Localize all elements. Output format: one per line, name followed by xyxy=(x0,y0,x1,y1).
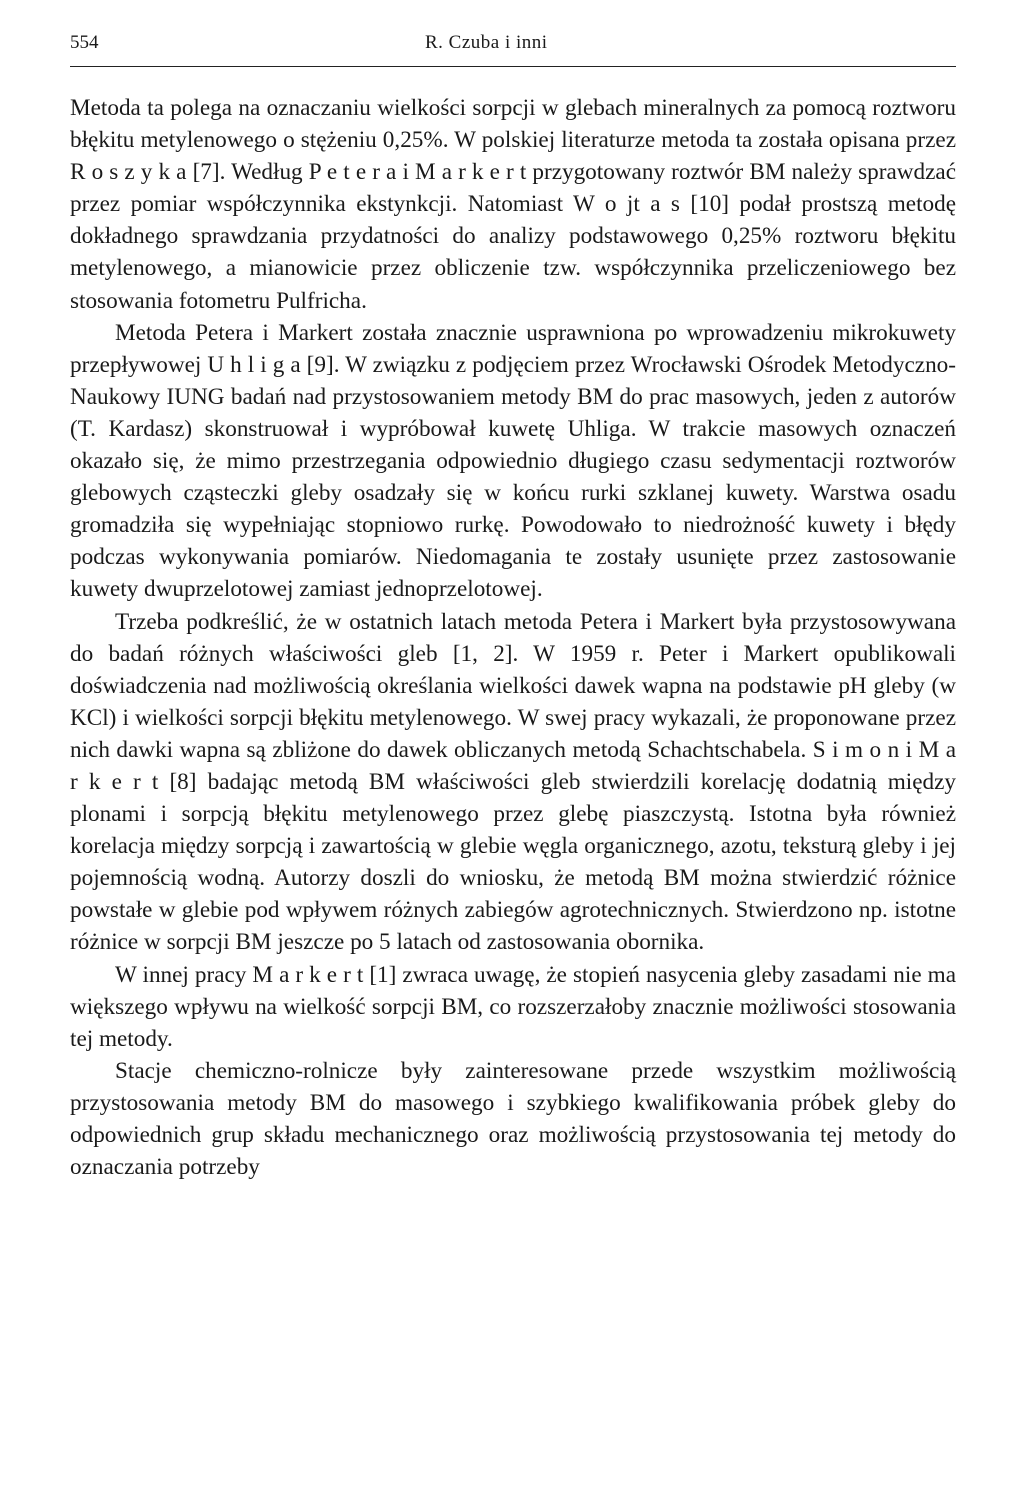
page-number: 554 xyxy=(70,32,99,53)
paragraph: Trzeba podkreślić, że w ostatnich latach metoda Petera i Markert była przystosowywana do badań różnych właściwości gleb [1, 2]. W 1959 r. Peter i Markert opublikowali doświadczenia nad możliwością określania wielkości dawek wapna na podstawie pH gleby (w KCl) i wielkości sorpcji błękitu metylenowego. W swej pracy wykazali, że proponowane przez nich dawki wapna są zbliżone do dawek obliczanych metodą Schachtschabela. S i m o n i M a r k e r t [8] badając metodą BM właściwości gleb stwierdzili korelację dodatnią między plonami i sorpcją błękitu metylenowego przez glebę piaszczystą. Istotna była również korelacja między sorpcją i zawartością w glebie węgla organicznego, azotu, teksturą gleby i jej pojemnością wodną. Autorzy doszli do wniosku, że metodą BM można stwierdzić różnice powstałe w glebie pod wpływem różnych zabiegów agrotechnicznych. Stwierdzono np. istotne różnice w sorpcji BM jeszcze po 5 latach od zastosowania obornika. xyxy=(70,608,956,956)
paragraph: Metoda Petera i Markert została znacznie usprawniona po wprowadzeniu mikrokuwety przepływowej U h l i g a [9]. W związku z podjęciem przez Wrocławski Ośrodek Metodyczno-Naukowy IUNG badań nad przystosowaniem metody BM do prac masowych, jeden z autorów (T. Kardasz) skonstruował i wypróbował kuwetę Uhliga. W trakcie masowych oznaczeń okazało się, że mimo przestrzegania odpowiednio długiego czasu sedymentacji roztworów glebowych cząsteczki gleby osadzały się w końcu rurki szklanej kuwety. Warstwa osadu gromadziła się wypełniając stopniowo rurkę. Powodowało to niedrożność kuwety i błędy podczas wykonywania pomiarów. Niedomagania te zostały usunięte przez zastosowanie kuwety dwuprzelotowej zamiast jednoprzelotowej. xyxy=(70,319,956,603)
page-header xyxy=(70,28,956,67)
paragraph: Stacje chemiczno-rolnicze były zainteresowane przede wszystkim możliwością przystosowania metody BM do masowego i szybkiego kwalifikowania próbek gleby do odpowiednich grup składu mechanicznego oraz możliwością przystosowania tej metody do oznaczania potrzeby xyxy=(70,1057,956,1181)
body-text xyxy=(70,92,956,1183)
paragraph: Metoda ta polega na oznaczaniu wielkości sorpcji w glebach mineralnych za pomocą roztworu błękitu metylenowego o stężeniu 0,25%. W polskiej literaturze metoda ta została opisana przez R o s z y k a [7]. Według P e t e r a i M a r k e r t przygotowany roztwór BM należy sprawdzać przez pomiar współczynnika ekstynkcji. Natomiast W o jt a s [10] podał prostszą metodę dokładnego sprawdzania przydatności do analizy podstawowego 0,25% roztworu błękitu metylenowego, a mianowicie przez obliczenie tzw. współczynnika przeliczeniowego bez stosowania fotometru Pulfricha. xyxy=(70,95,956,314)
running-head: R. Czuba i inni xyxy=(425,32,548,53)
paragraph: W innej pracy M a r k e r t [1] zwraca uwagę, że stopień nasycenia gleby zasadami nie ma większego wpływu na wielkość sorpcji BM, co rozszerzałoby znacznie możliwości stosowania tej metody. xyxy=(70,961,956,1052)
